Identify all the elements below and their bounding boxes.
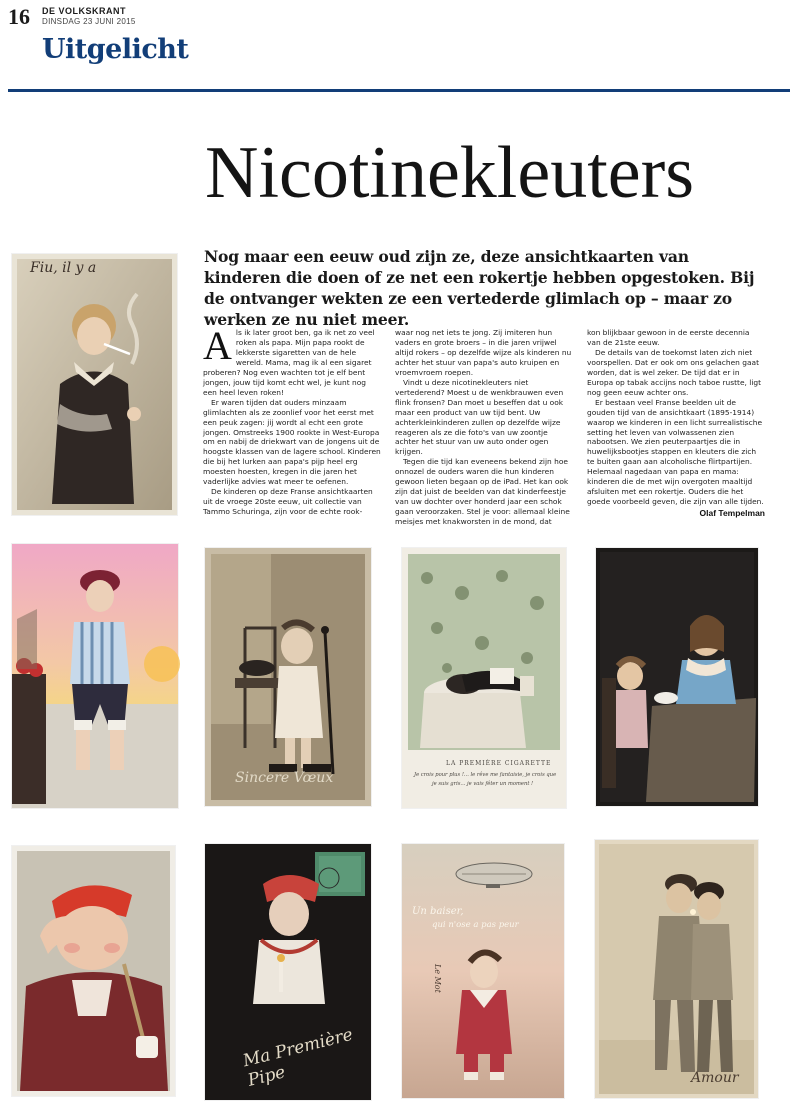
postcard-pipe-boy-colored bbox=[12, 544, 178, 808]
card-inscription: Sincere Vœux bbox=[235, 770, 334, 786]
postcard-ma-premiere-pipe bbox=[205, 844, 371, 1100]
article-column-2 bbox=[395, 328, 573, 527]
postcard-boy-red-hat bbox=[12, 846, 175, 1096]
card-caption: qui n'ose a pas peur bbox=[432, 920, 519, 930]
article-body bbox=[203, 323, 767, 527]
paragraph: Er bestaan veel Franse beelden uit de gouden tijd van de ansichtkaart (1895-1914) waarop we kinderen in een licht surrealistische setting het leven van volwassenen zien nabootsen. We zien peuterpaartjes die in huwelijksbootjes stappen en kleuters die zich te buiten gaan aan alcoholische flirtpartijen. Helemaal nagedaan van papa en mama: kinderen die de met wijn overgoten maaltijd afsluiten met een rokertje. Ouders die het goede voorbeeld geven, die zijn van alle tijden. bbox=[587, 397, 764, 507]
card-caption: Un baiser, bbox=[412, 906, 464, 917]
paragraph: Er waren tijden dat ouders minzaam glimlachten als ze zoonlief voor het eerst met een peuk zagen: jij wordt al echt een grote jongen. Omstreeks 1900 rookte in West-Europa om en nabij de driekwart van de jongens uit de hoogste klassen van de lagere school. Kinderen die bij het lurken aan papa's pijp heel erg moesten hoesten, kregen in die jaren het vaderlijke advies wat meer te oefenen. bbox=[203, 397, 381, 487]
postcard-boy-with-cane bbox=[205, 548, 371, 806]
paragraph: Tegen die tijd kan eveneens bekend zijn hoe onnozel de ouders waren die hun kinderen gewoon lieten begaan op de iPad. Het kan ook zijn dat juist de beelden van dat kinderfeestje van uw dochter over honderd jaar een schok gaan veroorzaken. Stel je voor: allemaal kleine meisjes met knakworsten in de mond, dat bbox=[395, 457, 570, 527]
card-inscription: Fiu, il y a bbox=[30, 260, 97, 276]
article-headline: Nicotinekleuters bbox=[205, 132, 695, 214]
paragraph: De kinderen op deze Franse ansichtkaarten uit de vroege 20ste eeuw, uit collectie van Tammo Schuringa, zijn voor de echte rook- bbox=[203, 487, 373, 517]
postcard-zeppelin bbox=[402, 844, 564, 1098]
postcard-tea-party bbox=[596, 548, 758, 806]
card-caption-title: LA PREMIÈRE CIGARETTE bbox=[446, 760, 552, 767]
postcard-la-premiere-cigarette bbox=[402, 548, 566, 808]
article-intro: Nog maar een eeuw oud zijn ze, deze ansichtkaarten van kinderen die doen of ze net een rokertje hebben opgestoken. Bij de ontvanger wekten ze een vertederde glimlach op – maar zo werken ze nu niet meer. bbox=[204, 247, 755, 329]
card-caption-text: je suis gris... je vais fêter un moment ! bbox=[432, 781, 534, 787]
page-number: 16 bbox=[8, 4, 30, 29]
card-signature: Amour bbox=[691, 1070, 739, 1086]
article-column-3 bbox=[587, 328, 765, 520]
paragraph: waar nog net iets te jong. Zij imiteren hun vaders en grote broers – in die jaren vrijwel altijd rokers – op dezelfde wijze als kinderen nu achter het stuur van papa's auto kruipen en vroemvroem roepen. bbox=[395, 328, 572, 377]
section-title: Uitgelicht bbox=[42, 34, 189, 65]
card-side-text: Le Mot bbox=[433, 964, 442, 993]
paragraph: De details van de toekomst laten zich niet voorspellen. Dat er ook om ons gelachen gaat worden, dat is wel zeker. De tijd dat er in Europa op tabak accijns noch taboe rustte, ligt nog geen eeuw achter ons. bbox=[587, 347, 762, 397]
newspaper-name: DE VOLKSKRANT bbox=[42, 6, 127, 16]
article-column-1 bbox=[203, 323, 381, 520]
card-caption-text: Je crois pour plus !... le rêve me fantaisie, je crois que bbox=[414, 772, 557, 778]
author-byline: Olaf Tempelman bbox=[699, 508, 765, 519]
paragraph: Als ik later groot ben, ga ik net zo veel roken als papa. Mijn papa rookt de lekkerste sigaretten van de hele wereld. Mama, mag ik al een sigaret proberen? Nog even wachten tot je elf bent jongen, jouw tijd komt echt wel, je kunt nog een heel leven roken! bbox=[203, 323, 375, 397]
paragraph: Vindt u deze nicotinekleuters niet vertederend? Moest u de wenkbrauwen even flink fronsen? Dan moet u beseffen dat u ook maar een product van uw tijd bent. Uw achterkleinkinderen zullen op dezelfde wijze reageren als ze die foto's van uw zoontje achter het stuur van uw auto onder ogen krijgen. bbox=[395, 377, 564, 457]
drop-cap: A bbox=[203, 323, 232, 368]
section-divider bbox=[8, 89, 790, 92]
publication-date: DINSDAG 23 JUNI 2015 bbox=[42, 17, 136, 26]
paragraph: kon blijkbaar gewoon in de eerste decennia van de 21ste eeuw. bbox=[587, 328, 750, 347]
postcard-two-boys-smoking bbox=[595, 840, 758, 1098]
postcard-sailor-boy bbox=[12, 254, 177, 515]
card-caption: Ma Première Pipe bbox=[241, 1024, 355, 1091]
